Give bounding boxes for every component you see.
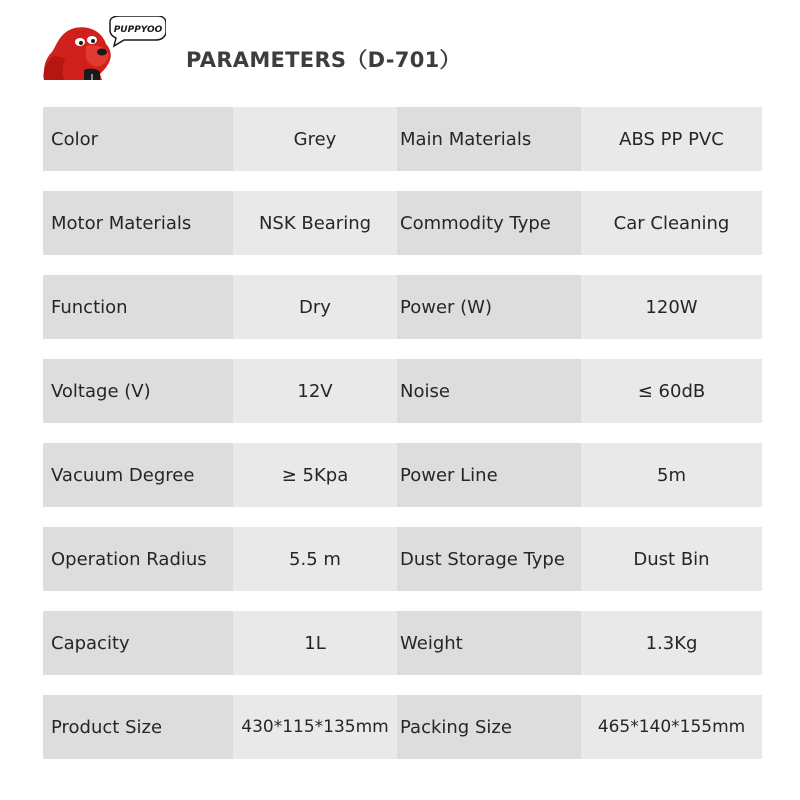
param-label: Weight: [400, 632, 463, 654]
param-label: Operation Radius: [51, 548, 207, 570]
table-row: [43, 191, 762, 255]
table-row: [43, 359, 762, 423]
param-value: 12V: [233, 359, 397, 423]
svg-text:PUPPYOO: PUPPYOO: [113, 25, 163, 35]
param-value: 5.5 m: [233, 527, 397, 591]
param-value: 120W: [581, 275, 762, 339]
param-label: Capacity: [51, 632, 130, 654]
param-label: Commodity Type: [400, 212, 551, 234]
param-label: Packing Size: [400, 716, 512, 738]
puppyoo-logo: [40, 16, 166, 82]
table-row: [43, 443, 762, 507]
param-label: Noise: [400, 380, 450, 402]
param-value: NSK Bearing: [233, 191, 397, 255]
param-label: Power (W): [400, 296, 492, 318]
param-value: Grey: [233, 107, 397, 171]
param-value: ABS PP PVC: [581, 107, 762, 171]
param-label: Dust Storage Type: [400, 548, 565, 570]
table-row: [43, 695, 762, 759]
param-label: Motor Materials: [51, 212, 192, 234]
table-row: [43, 107, 762, 171]
param-value: Dry: [233, 275, 397, 339]
param-label: Color: [51, 128, 98, 150]
param-label: Vacuum Degree: [51, 464, 195, 486]
param-label: Power Line: [400, 464, 498, 486]
param-value: Dust Bin: [581, 527, 762, 591]
param-value: 1.3Kg: [581, 611, 762, 675]
param-value: 430*115*135mm: [233, 695, 397, 759]
param-value: 465*140*155mm: [581, 695, 762, 759]
table-row: [43, 527, 762, 591]
param-value: ≤ 60dB: [581, 359, 762, 423]
param-label: Product Size: [51, 716, 163, 738]
table-row: [43, 275, 762, 339]
param-value: 5m: [581, 443, 762, 507]
page-title: PARAMETERS（D-701）: [186, 48, 461, 72]
param-label: Voltage (V): [51, 380, 151, 402]
param-value: 1L: [233, 611, 397, 675]
param-label: Main Materials: [400, 128, 532, 150]
table-row: [43, 611, 762, 675]
param-value: ≥ 5Kpa: [233, 443, 397, 507]
param-value: Car Cleaning: [581, 191, 762, 255]
param-label: Function: [51, 296, 128, 318]
